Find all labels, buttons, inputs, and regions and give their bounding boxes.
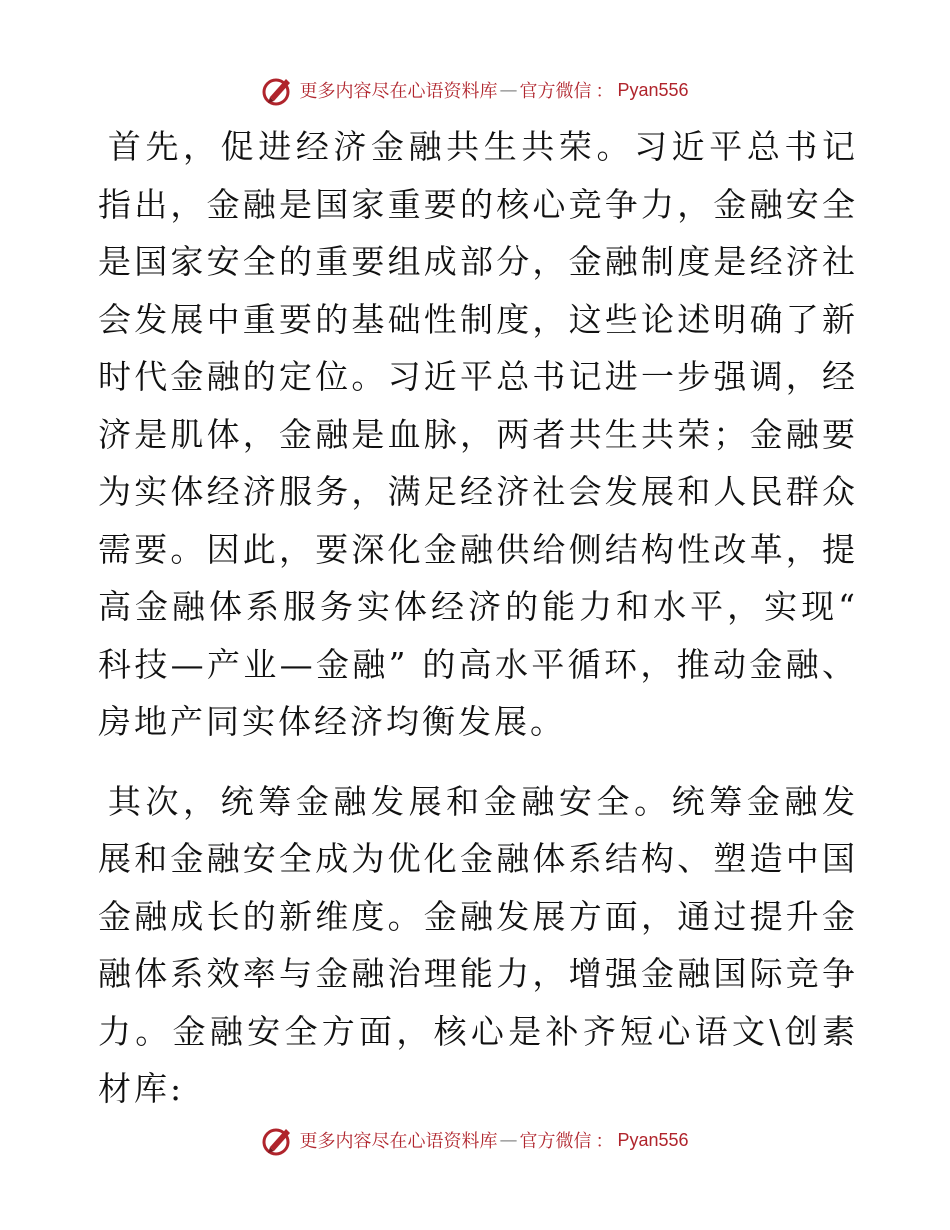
banner-tagline: 更多内容尽在心语资料库	[299, 81, 498, 102]
footer-banner	[0, 1120, 950, 1160]
banner-colon: ：	[595, 81, 614, 102]
header-banner	[0, 70, 950, 110]
banner-wechat-label: 官方微信	[519, 1131, 592, 1152]
pen-logo-icon	[261, 1123, 295, 1157]
paragraph-1: 首先，促进经济金融共生共荣。习近平总书记指出，金融是国家重要的核心竞争力，金融安全是国家安全的重要组成部分，金融制度是经济社会发展中重要的基础性制度，这些论述明确了新时代金融的定位。习近平总书记进一步强调，经济是肌体，金融是血脉，两者共生共荣；金融要为实体经济服务，满足经济社会发展和人民群众需要。因此，要深化金融供给侧结构性改革，提高金融体系服务实体经济的能力和水平，实现“ 科技—产业—金融” 的高水平循环，推动金融、房地产同实体经济均衡发展。	[98, 127, 858, 741]
banner-wechat-id: Pyan556	[617, 1129, 689, 1150]
banner-tagline: 更多内容尽在心语资料库	[299, 1131, 498, 1152]
pen-logo-icon	[261, 73, 295, 107]
banner-colon: ：	[595, 1131, 614, 1152]
banner-separator: —	[499, 1129, 518, 1151]
banner-wechat-id: Pyan556	[617, 79, 689, 100]
banner-separator: —	[499, 79, 518, 101]
banner-wechat-label: 官方微信	[519, 81, 592, 102]
paragraph-2: 其次，统筹金融发展和金融安全。统筹金融发展和金融安全成为优化金融体系结构、塑造中国金融成长的新维度。金融发展方面，通过提升金融体系效率与金融治理能力，增强金融国际竞争力。金融安全方面，核心是补齐短心语文\创素材库:	[98, 781, 858, 1108]
document-body	[98, 118, 858, 1118]
